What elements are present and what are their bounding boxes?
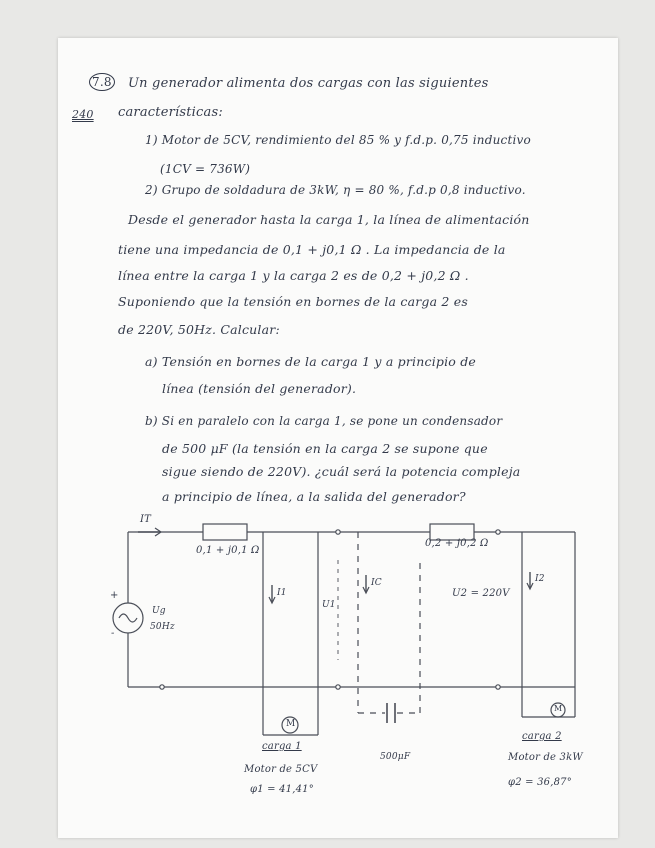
question-b-line-3: sigue siendo de 220V). ¿cuál será la potencia compleja <box>162 464 521 479</box>
i2-label: I2 <box>535 574 545 584</box>
motor-2-letter: M <box>554 704 563 713</box>
question-b-line-2: de 500 μF (la tensión en la carga 2 se supone que <box>162 441 488 456</box>
load-2-phase-angle: φ2 = 36,87° <box>508 777 572 788</box>
load-2-description: Motor de 3kW <box>508 752 583 763</box>
u2-label: U2 = 220V <box>452 588 510 599</box>
load-1-description: Motor de 5CV <box>244 764 318 775</box>
question-b-line-1: b) Si en paralelo con la carga 1, se pone un condensador <box>145 414 503 428</box>
question-a-line-1: a) Tensión en bornes de la carga 1 y a principio de <box>145 354 477 369</box>
paragraph-line-2: tiene una impedancia de 0,1 + j0,1 Ω . La impedancia de la <box>118 242 506 257</box>
impedance-1-label: 0,1 + j0,1 Ω <box>196 545 260 556</box>
paragraph-line-4: Suponiendo que la tensión en bornes de la carga 2 es <box>118 294 468 309</box>
paragraph-line-1: Desde el generador hasta la carga 1, la línea de alimentación <box>128 212 530 227</box>
node-bottom-2 <box>336 685 340 689</box>
node-bottom-1 <box>160 685 164 689</box>
impedance-2-label: 0,2 + j0,2 Ω <box>425 538 489 549</box>
frequency-label: 50Hz <box>150 622 175 632</box>
impedance-1 <box>203 524 247 540</box>
source-wave <box>119 614 137 622</box>
problem-intro-line-1: Un generador alimenta dos cargas con las siguientes <box>128 76 489 91</box>
load-1-spec-line-1: 1) Motor de 5CV, rendimiento del 85 % y f.d.p. 0,75 inductivo <box>145 133 531 147</box>
source-minus: - <box>111 628 115 639</box>
question-b-line-4: a principio de línea, a la salida del generador? <box>162 489 466 504</box>
node-top-1 <box>336 530 340 534</box>
it-label: IT <box>140 514 152 525</box>
problem-intro-line-2: características: <box>118 105 223 120</box>
motor-1-letter: M <box>286 719 296 729</box>
load-1-spec-line-2: (1CV = 736W) <box>160 162 251 176</box>
node-top-2 <box>496 530 500 534</box>
capacitor-label: 500μF <box>380 752 411 762</box>
ug-label: Ug <box>152 606 166 616</box>
node-bottom-3 <box>496 685 500 689</box>
problem-number: 7.8 <box>89 73 115 91</box>
ic-label: IC <box>371 578 382 588</box>
u1-label: U1 <box>322 600 336 610</box>
load-2-spec: 2) Grupo de soldadura de 3kW, η = 80 %, f.d.p 0,8 inductivo. <box>145 183 526 197</box>
question-a-line-2: línea (tensión del generador). <box>162 381 357 396</box>
i1-label: I1 <box>277 588 287 598</box>
paragraph-line-5: de 220V, 50Hz. Calcular: <box>118 322 280 337</box>
load-1-phase-angle: φ1 = 41,41° <box>250 784 314 795</box>
paragraph-line-3: línea entre la carga 1 y la carga 2 es de 0,2 + j0,2 Ω . <box>118 268 469 283</box>
source-plus: + <box>110 590 119 601</box>
load-2-label: carga 2 <box>522 731 562 742</box>
margin-note: 240 <box>72 108 94 121</box>
load-1-label: carga 1 <box>262 741 302 752</box>
